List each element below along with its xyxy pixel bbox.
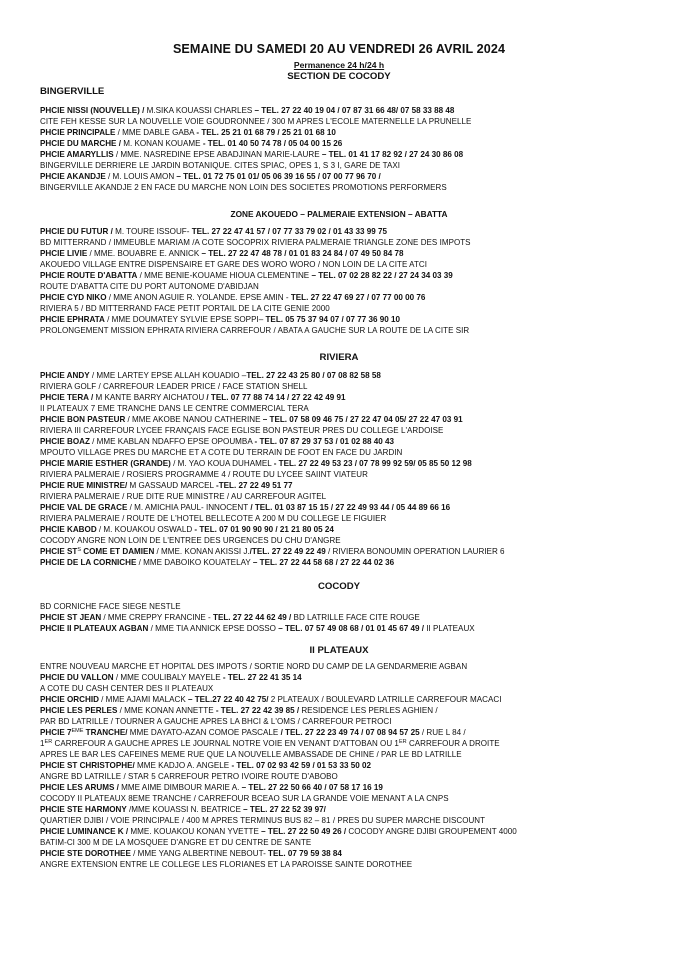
address-text: COCODY ANGRE NON LOIN DE L'ENTREE DES URGENCES DU CHU D'ANGRE	[40, 536, 341, 545]
pharmacist-name: M KANTE BARRY AICHATOU	[93, 393, 207, 402]
pharmacy-address-line	[40, 160, 652, 171]
address-text: QUARTIER DJIBI / VOIE PRINCIPALE / 400 M APRES TERMINUS BUS 82 – 81 / PRES DU SUPER MARCHE DISCOUNT	[40, 816, 486, 825]
pharmacy-location: / RUE L 84 /	[419, 728, 466, 737]
pharmacy-entry-line	[40, 804, 652, 815]
pharmacy-entry-line	[40, 392, 652, 403]
pharmacy-name: PHCIE LES ARUMS /	[40, 783, 119, 792]
pharmacy-name: PHCIE DE LA CORNICHE	[40, 558, 137, 567]
pharmacy-entry-line	[40, 557, 652, 568]
phone-numbers: – TEL. 27 22 50 49 26 /	[261, 827, 347, 836]
pharmacy-address-line	[40, 381, 652, 392]
pharmacy-address-line	[40, 601, 652, 612]
pharmacy-name: PHCIE ROUTE D'ABATTA	[40, 271, 138, 280]
pharmacy-entry-line	[40, 612, 652, 623]
pharmacist-name: MME AIME DIMBOUR MARIE A.	[118, 783, 242, 792]
pharmacist-name: / M. LOUIS AMON	[105, 172, 177, 181]
pharmacy-entry-line	[40, 226, 652, 237]
section-plateaux: II PLATEAUX	[309, 645, 369, 656]
pharmacy-address-line	[40, 513, 652, 524]
pharmacist-name: MME DAYATO-AZAN COMOE PASCALE	[127, 728, 281, 737]
pharmacy-entry-line	[40, 546, 652, 557]
pharmacy-entry-line	[40, 782, 652, 793]
pharmacy-entry-line	[40, 727, 652, 738]
pharmacy-name: PHCIE ST	[40, 547, 78, 556]
pharmacy-entry-line	[40, 694, 652, 705]
phone-numbers: – TEL. 01 41 17 82 92 / 27 24 30 86 08	[321, 150, 464, 159]
pharmacy-name: PHCIE ANDY	[40, 371, 90, 380]
address-text: PAR BD LATRILLE / TOURNER A GAUCHE APRES LA BHCI & L'OMS / CARREFOUR PETROCI	[40, 717, 392, 726]
pharmacy-address-line	[40, 771, 652, 782]
pharmacy-entry-line	[40, 848, 652, 859]
pharmacy-entry-line	[40, 502, 652, 513]
phone-numbers: TEL. 27 22 47 41 57 / 07 77 33 79 02 / 01 43 33 99 75	[191, 227, 388, 236]
phone-numbers: – TEL. 07 57 49 08 68 / 01 01 45 67 49 /	[278, 624, 425, 633]
pharmacist-name: / MME DOUMATEY SYLVIE EPSE SOPPI–	[104, 315, 266, 324]
address-text: RIVIERA PALMERAIE / ROUTE DE L'HOTEL BELLECOTE A 200 M DU COLLEGE LE FIGUIER	[40, 514, 387, 523]
address-text: ROUTE D'ABATTA CITE DU PORT AUTONOME D'ABIDJAN	[40, 282, 259, 291]
pharmacist-name: M GASSAUD MARCEL	[127, 481, 216, 490]
pharmacy-entry-line	[40, 436, 652, 447]
pharmacist-name: M. TOURE ISSOUF-	[112, 227, 192, 236]
address-superscript: ER	[44, 739, 53, 745]
pharmacy-entry-line	[40, 826, 652, 837]
pharmacy-address-line	[40, 325, 652, 336]
pharmacist-name: / MME KABLAN NDAFFO EPSE OPOUMBA	[89, 437, 255, 446]
pharmacy-address-line	[40, 661, 652, 672]
pharmacist-name: / MME. KONAN AKISSI J.	[154, 547, 250, 556]
pharmacy-name: PHCIE NISSI (NOUVELLE) /	[40, 106, 145, 115]
pharmacy-name: COME ET DAMIEN	[81, 547, 155, 556]
pharmacist-name: / M. YAO KOUA DUHAMEL	[170, 459, 274, 468]
pharmacy-name: TRANCHE/	[83, 728, 128, 737]
pharmacy-address-line	[40, 683, 652, 694]
pharmacy-name: PHCIE DU FUTUR /	[40, 227, 113, 236]
pharmacy-name: PHCIE II PLATEAUX AGBAN	[40, 624, 149, 633]
address-text: RIVIERA GOLF / CARREFOUR LEADER PRICE / FACE STATION SHELL	[40, 382, 308, 391]
phone-numbers: / TEL. 01 03 87 15 15 / 27 22 49 93 44 / 05 44 89 66 16	[250, 503, 451, 512]
address-text: ENTRE NOUVEAU MARCHE ET HOPITAL DES IMPOTS / SORTIE NORD DU CAMP DE LA GENDARMERIE AGBAN	[40, 662, 468, 671]
phone-numbers: -TEL. 27 22 49 51 77	[216, 481, 293, 490]
phone-numbers: TEL. 07 79 59 38 84	[268, 849, 342, 858]
phone-numbers: - TEL. 07 87 29 37 53 / 01 02 88 40 43	[254, 437, 395, 446]
pharmacist-name: / MME LARTEY EPSE ALLAH KOUADIO –	[89, 371, 247, 380]
address-text: AKOUEDO VILLAGE ENTRE DISPENSAIRE ET GARE DES WORO WORO / NON LOIN DE LA CITE ATCI	[40, 260, 427, 269]
address-text: RIVIERA PALMERAIE / ROSIERS PROGRAMME 4 / ROUTE DU LYCEE SAIINT VIATEUR	[40, 470, 368, 479]
address-superscript: ER	[398, 739, 407, 745]
address-text: ANGRE BD LATRILLE / STAR 5 CARREFOUR PETRO IVOIRE ROUTE D'ABOBO	[40, 772, 338, 781]
pharmacy-address-line	[40, 535, 652, 546]
phone-numbers: TEL. 27 22 43 25 80 / 07 08 82 58 58	[246, 371, 381, 380]
pharmacy-address-line	[40, 281, 652, 292]
phone-numbers: - TEL. 07 02 93 42 59 / 01 53 33 50 02	[231, 761, 371, 770]
section-cocody: COCODY	[317, 581, 361, 592]
pharmacy-name: PHCIE RUE MINISTRE/	[40, 481, 128, 490]
pharmacy-address-line	[40, 469, 652, 480]
pharmacy-address-line	[40, 303, 652, 314]
document-title: SEMAINE DU SAMEDI 20 AU VENDREDI 26 AVRIL 2024	[172, 42, 506, 56]
pharmacy-address-line	[40, 793, 652, 804]
phone-numbers: - TEL. 27 22 41 35 14	[222, 673, 302, 682]
phone-numbers: - TEL. 25 21 01 68 79 / 25 21 01 68 10	[196, 128, 336, 137]
pharmacy-name: PHCIE AMARYLLIS	[40, 150, 114, 159]
phone-numbers: – TEL. 01 72 75 01 01/ 05 06 39 16 55 / 07 00 77 96 70 /	[176, 172, 381, 181]
address-text: A COTE DU CASH CENTER DES II PLATEAUX	[40, 684, 214, 693]
pharmacy-name: PHCIE ST CHRISTOPHE/	[40, 761, 135, 770]
pharmacy-name: PHCIE LUMINANCE K /	[40, 827, 129, 836]
pharmacist-name: / MME KONAN ANNETTE	[117, 706, 216, 715]
section-bingerville: BINGERVILLE	[40, 86, 105, 97]
pharmacy-location: COCODY ANGRE DJIBI GROUPEMENT 4000	[346, 827, 517, 836]
pharmacist-name: MME KADJO A. ANGELE	[134, 761, 232, 770]
pharmacy-name: PHCIE EPHRATA	[40, 315, 105, 324]
pharmacist-name: / M. KOUAKOU OSWALD	[96, 525, 195, 534]
pharmacy-address-line	[40, 403, 652, 414]
address-text: PROLONGEMENT MISSION EPHRATA RIVIERA CARREFOUR / ABATA A GAUCHE SUR LA ROUTE DE LA CITE SIR	[40, 326, 470, 335]
pharmacy-name: PHCIE LIVIE	[40, 249, 88, 258]
phone-numbers: - TEL. 27 22 49 53 23 / 07 78 99 92 59/ 05 85 50 12 98	[273, 459, 472, 468]
phone-numbers: TEL. 27 22 44 62 49 /	[213, 613, 292, 622]
phone-numbers: – TEL. 27 22 47 48 78 / 01 01 83 24 84 / 07 49 50 84 78	[201, 249, 404, 258]
pharmacy-name: PHCIE ST JEAN	[40, 613, 102, 622]
phone-numbers: – TEL. 07 58 09 46 75 / 27 22 47 04 05/ 27 22 47 03 91	[262, 415, 463, 424]
zone-akouedo: ZONE AKOUEDO – PALMERAIE EXTENSION – ABATTA	[230, 209, 448, 219]
pharmacy-entry-line	[40, 524, 652, 535]
address-text: CITE FEH KESSE SUR LA NOUVELLE VOIE GOUDRONNEE / 300 M APRES L'ECOLE MATERNELLE LA PRUNELLE	[40, 117, 472, 126]
pharmacy-name-superscript: EME	[71, 728, 84, 734]
address-text: BD CORNICHE FACE SIEGE NESTLE	[40, 602, 181, 611]
phone-numbers: – TEL. 27 22 52 39 97/	[243, 805, 326, 814]
phone-numbers: – TEL.27 22 40 42 75/	[187, 695, 269, 704]
pharmacy-entry-line	[40, 458, 652, 469]
pharmacy-name: PHCIE ORCHID	[40, 695, 99, 704]
pharmacy-entry-line	[40, 414, 652, 425]
pharmacy-name: PHCIE DU VALLON	[40, 673, 114, 682]
phone-numbers: – TEL. 07 02 28 82 22 / 27 24 34 03 39	[311, 271, 453, 280]
phone-numbers: - TEL. 07 01 90 90 90 / 21 21 80 05 24	[194, 525, 334, 534]
pharmacist-name: / MME. BOUABRE E. ANNICK	[87, 249, 202, 258]
pharmacy-name: PHCIE 7	[40, 728, 72, 737]
phone-numbers: - TEL. 01 40 50 74 78 / 05 04 00 15 26	[202, 139, 343, 148]
address-text: COCODY II PLATEAUX 8EME TRANCHE / CARREFOUR BCEAO SUR LA GRANDE VOIE MENANT A LA CNPS	[40, 794, 449, 803]
document-subtitle: Permanence 24 h/24 h	[293, 60, 385, 70]
pharmacy-address-line	[40, 259, 652, 270]
pharmacy-address-line	[40, 738, 652, 749]
pharmacy-entry-line	[40, 760, 652, 771]
pharmacy-address-line	[40, 425, 652, 436]
section-riviera: RIVIERA	[319, 352, 359, 363]
pharmacist-name: / MME CREPPY FRANCINE -	[101, 613, 213, 622]
pharmacy-address-line	[40, 859, 652, 870]
pharmacist-name: / MME DABLE GABA	[115, 128, 197, 137]
pharmacy-address-line	[40, 749, 652, 760]
pharmacy-address-line	[40, 491, 652, 502]
pharmacy-entry-line	[40, 314, 652, 325]
address-text: CARREFOUR A GAUCHE APRES LE JOURNAL NOTRE VOIE EN VENANT D'ATTOBAN OU 1	[52, 739, 399, 748]
phone-numbers: / TEL. 07 77 88 74 14 / 27 22 42 49 91	[206, 393, 346, 402]
pharmacy-entry-line	[40, 138, 652, 149]
pharmacy-entry-line	[40, 672, 652, 683]
pharmacist-name: / MME. NASREDINE EPSE ABADJINAN MARIE-LAURE	[113, 150, 322, 159]
pharmacy-location: RESIDENCE LES PERLES AGHIEN /	[299, 706, 438, 715]
address-text: BATIM-CI 300 M DE LA MOSQUEE D'ANGRE ET DU CENTRE DE SANTE	[40, 838, 312, 847]
address-text: II PLATEAUX 7 EME TRANCHE DANS LE CENTRE COMMERCIAL TERA	[40, 404, 309, 413]
pharmacy-address-line	[40, 447, 652, 458]
pharmacy-name: PHCIE MARIE ESTHER (GRANDE)	[40, 459, 171, 468]
address-text: MPOUTO VILLAGE PRES DU MARCHE ET A COTE DU TERRAIN DE FOOT EN FACE DU JARDIN	[40, 448, 403, 457]
pharmacist-name: M. KONAN KOUAME	[120, 139, 203, 148]
pharmacy-name-superscript: S	[77, 547, 81, 553]
pharmacy-entry-line	[40, 292, 652, 303]
pharmacy-entry-line	[40, 127, 652, 138]
pharmacist-name: / MME COULIBALY MAYELE	[113, 673, 223, 682]
pharmacy-name: PHCIE VAL DE GRACE	[40, 503, 128, 512]
address-text: BINGERVILLE DERRIERE LE JARDIN BOTANIQUE. CITES SPIAC, OPES 1, S 3 I, GARE DE TAXI	[40, 161, 401, 170]
pharmacy-entry-line	[40, 705, 652, 716]
address-text: ANGRE EXTENSION ENTRE LE COLLEGE LES FLORIANES ET LA PAROISSE SAINTE DOROTHEE	[40, 860, 413, 869]
address-text: RIVIERA PALMERAIE / RUE DITE RUE MINISTRE / AU CARREFOUR AGITEL	[40, 492, 327, 501]
pharmacy-address-line	[40, 815, 652, 826]
pharmacist-name: MME. KOUAKOU KONAN YVETTE	[128, 827, 262, 836]
pharmacy-entry-line	[40, 370, 652, 381]
address-text: RIVIERA 5 / BD MITTERRAND FACE PETIT PORTAIL DE LA CITE GENIE 2000	[40, 304, 330, 313]
pharmacy-location: / RIVIERA BONOUMIN OPERATION LAURIER 6	[325, 547, 505, 556]
pharmacy-name: PHCIE LES PERLES	[40, 706, 118, 715]
pharmacy-name: PHCIE DU MARCHE /	[40, 139, 121, 148]
pharmacist-name: / MME DABOIKO KOUATELAY	[136, 558, 253, 567]
phone-numbers: - TEL. 27 22 42 39 85 /	[215, 706, 300, 715]
pharmacist-name: / MME AJAMI MALACK	[98, 695, 188, 704]
pharmacist-name: /MME KOUASSI N. BEATRICE	[126, 805, 244, 814]
section-heading: SECTION DE COCODY	[287, 71, 391, 82]
pharmacy-entry-line	[40, 105, 652, 116]
pharmacist-name: M.SIKA KOUASSI CHARLES	[144, 106, 255, 115]
address-text: APRES LE BAR LES CAFEINES MEME RUE QUE LA NOUVELLE AMBASSADE DE CHINE / PAR LE BD LATRILLE	[40, 750, 462, 759]
pharmacist-name: / MME AKOBE NANOU CATHERINE	[125, 415, 263, 424]
address-text: CARREFOUR A DROITE	[406, 739, 500, 748]
pharmacy-entry-line	[40, 248, 652, 259]
pharmacy-entry-line	[40, 171, 652, 182]
phone-numbers: TEL. 05 75 37 94 07 / 07 77 36 90 10	[265, 315, 401, 324]
pharmacist-name: / MME BENIE-KOUAME HIOUA CLEMENTINE	[137, 271, 312, 280]
address-text: RIVIERA III CARREFOUR LYCEE FRANÇAIS FACE EGLISE BON PASTEUR PRES DU COLLEGE L'ARDOISE	[40, 426, 444, 435]
pharmacy-name: PHCIE BOAZ	[40, 437, 90, 446]
pharmacy-name: PHCIE BON PASTEUR	[40, 415, 126, 424]
pharmacy-location: BD LATRILLE FACE CITE ROUGE	[291, 613, 420, 622]
pharmacy-name: PHCIE STE HARMONY	[40, 805, 127, 814]
pharmacist-name: / MME TIA ANNICK EPSE DOSSO	[148, 624, 279, 633]
pharmacist-name: / MME YANG ALBERTINE NEBOUT-	[130, 849, 269, 858]
pharmacy-name: PHCIE TERA /	[40, 393, 94, 402]
pharmacist-name: / MME ANON AGUIE R. YOLANDE. EPSE AMIN -	[106, 293, 291, 302]
pharmacy-address-line	[40, 237, 652, 248]
phone-numbers: – TEL. 27 22 44 58 68 / 27 22 44 02 36	[252, 558, 395, 567]
pharmacy-name: PHCIE PRINCIPALE	[40, 128, 116, 137]
phone-numbers: – TEL. 27 22 50 66 40 / 07 58 17 16 19	[241, 783, 383, 792]
pharmacy-name: PHCIE KABOD	[40, 525, 97, 534]
address-text: BINGERVILLE AKANDJE 2 EN FACE DU MARCHE NON LOIN DES SOCIETES PROMOTIONS PERFORMERS	[40, 183, 447, 192]
phone-numbers: /TEL. 27 22 49 22 49	[249, 547, 326, 556]
pharmacy-location: II PLATEAUX	[424, 624, 475, 633]
pharmacy-address-line	[40, 182, 652, 193]
pharmacy-address-line	[40, 716, 652, 727]
pharmacy-entry-line	[40, 623, 652, 634]
pharmacy-entry-line	[40, 480, 652, 491]
pharmacy-address-line	[40, 116, 652, 127]
phone-numbers: – TEL. 27 22 40 19 04 / 07 87 31 66 48/ 07 58 33 88 48	[254, 106, 455, 115]
phone-numbers: TEL. 27 22 47 69 27 / 07 77 00 00 76	[290, 293, 426, 302]
pharmacy-entry-line	[40, 149, 652, 160]
pharmacy-location: 2 PLATEAUX / BOULEVARD LATRILLE CARREFOUR MACACI	[268, 695, 502, 704]
address-text: BD MITTERRAND / IMMEUBLE MARIAM /A COTE SOCOPRIX RIVIERA PALMERAIE TRIANGLE ZONE DES IMPOTS	[40, 238, 471, 247]
pharmacy-name: PHCIE CYD NIKO	[40, 293, 107, 302]
pharmacy-name: PHCIE AKANDJE	[40, 172, 106, 181]
phone-numbers: / TEL. 27 22 23 49 74 / 07 08 94 57 25	[280, 728, 420, 737]
pharmacist-name: / M. AMICHIA PAUL- INNOCENT	[127, 503, 251, 512]
pharmacy-entry-line	[40, 270, 652, 281]
address-text: 1	[40, 739, 45, 748]
pharmacy-address-line	[40, 837, 652, 848]
pharmacy-name: PHCIE STE DOROTHEE	[40, 849, 131, 858]
